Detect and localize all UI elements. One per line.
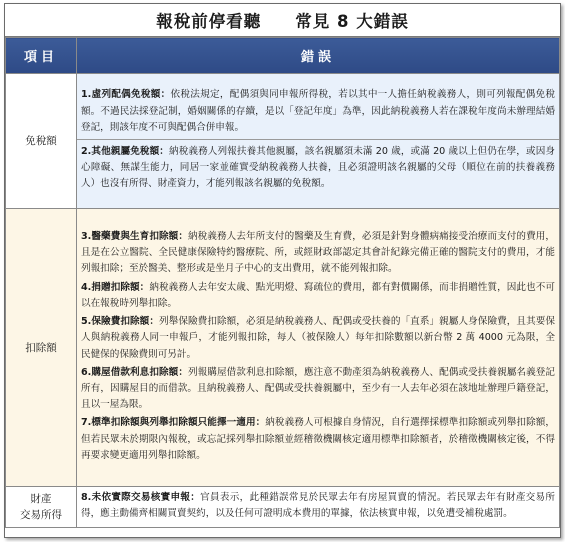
error-item-7 (81, 415, 555, 464)
title-sub: 常見 8 大錯誤 (295, 12, 409, 31)
error-item-3 (81, 229, 555, 278)
category-property-line2: 交易所得 (20, 509, 62, 522)
table-header-row (6, 38, 560, 74)
error-2-text: 納稅義務人列報扶養其他親屬，該名親屬須未滿 20 歲，或滿 20 歲以上但仍在學，或因身心障礙、無謀生能力，同居一家並確實受納稅義務人扶養，且必須證明該名親屬的父母（順位在前的扶養義務人）也沒有所得、財產資力，才能列報該名親屬的免稅額。 (81, 146, 555, 190)
error-2-lead: 2.其他親屬免稅額： (81, 146, 169, 157)
error-3-lead: 3.醫藥費與生育扣除額： (81, 231, 188, 243)
title-main: 報稅前停看聽 (156, 12, 262, 31)
category-deduction: 扣除額 (6, 209, 77, 487)
error-6-lead: 6.購屋借款利息扣除額： (81, 366, 188, 378)
errors-table (5, 37, 560, 528)
error-5-lead: 5.保險費扣除額： (81, 316, 160, 328)
table-row-deduction (6, 209, 560, 487)
error-6-text: 列報購屋借款利息扣除額，應注意不動產須為納稅義務人、配偶或受扶養親屬名義登記所有，因購屋目的而借款。且納稅義務人、配偶或受扶養親屬中，至少有一人去年必須在該地址辦理戶籍登記，且以一屋為限。 (81, 366, 555, 411)
error-item-5 (81, 314, 555, 363)
header-item: 項目 (6, 38, 77, 74)
document-frame (4, 3, 561, 538)
error-7-text: 納稅義務人可根據自身情況，自行選擇採標準扣除額或列舉扣除額，但若民眾未於期限內報稅，或忘記採列舉扣除額並經稽徵機關核定適用標準扣除額者，於稽徵機關核定後，不得再要求變更適用列舉扣除額。 (81, 417, 555, 461)
error-1-text: 依稅法規定，配偶須與同申報所得稅，若以其中一人擔任納稅義務人，則可列報配偶免稅額。不過民法採登記制，婚姻關係的存續，是以「登記年度」為準，因此納稅義務人若在課稅年度尚未辦理結婚登記，則該年度不可與配偶合併申報。 (81, 89, 555, 133)
category-exemption: 免稅額 (6, 74, 77, 209)
deduction-errors (77, 209, 560, 487)
error-8-lead: 8.未依實際交易核實申報： (81, 492, 201, 503)
table-row-property (6, 487, 560, 528)
error-item-2 (81, 144, 555, 193)
error-8-text: 官員表示，此種錯誤常見於民眾去年有房屋買賣的情況。若民眾去年有財產交易所得，應主動備齊相關買賣契約，以及任何可證明成本費用的單據，依法核實申報，以免遭受補稅處罰。 (81, 492, 556, 520)
error-item-8 (81, 490, 555, 522)
category-property (6, 487, 77, 528)
category-property-line1: 財產 (30, 493, 52, 506)
document-title (5, 4, 560, 37)
header-error: 錯誤 (77, 38, 560, 74)
error-4-text: 納稅義務人去年安太歲、點光明燈、寫疏位的費用，都有對價關係，而非捐贈性質，因此也不可以在報稅時列舉扣除。 (81, 281, 556, 309)
error-item-6 (81, 365, 555, 414)
property-errors (77, 487, 560, 528)
error-item-4 (81, 280, 555, 312)
error-4-lead: 4.捐贈扣除額： (81, 281, 150, 293)
error-1-lead: 1.虛列配偶免稅額： (81, 89, 171, 101)
error-3-text: 納稅義務人去年所支付的醫藥及生育費，必須是針對身體病痛接受治療而支付的費用，且是在公立醫院、全民健康保險特約醫療院、所，或經財政部認定其會計紀錄完備正確的醫院支付的費用，才能列報扣除；至於醫美、整形或是坐月子中心的支出費用，就不能列報扣除。 (81, 231, 555, 275)
error-item-1 (81, 87, 555, 136)
error-7-lead: 7.標準扣除額與列舉扣除額只能擇一適用： (81, 417, 266, 429)
table-row-exemption (6, 74, 560, 209)
error-5-text: 列舉保險費扣除額，必須是納稅義務人、配偶或受扶養的「直系」親屬人身保險費，且其要保人與納稅義務人同一申報戶，才能列報扣除，每人（被保險人）每年扣除數額以新台幣 2 萬 4000 元為限，全民健保的保險費則可另計。 (81, 316, 556, 360)
exemption-errors (77, 74, 560, 209)
